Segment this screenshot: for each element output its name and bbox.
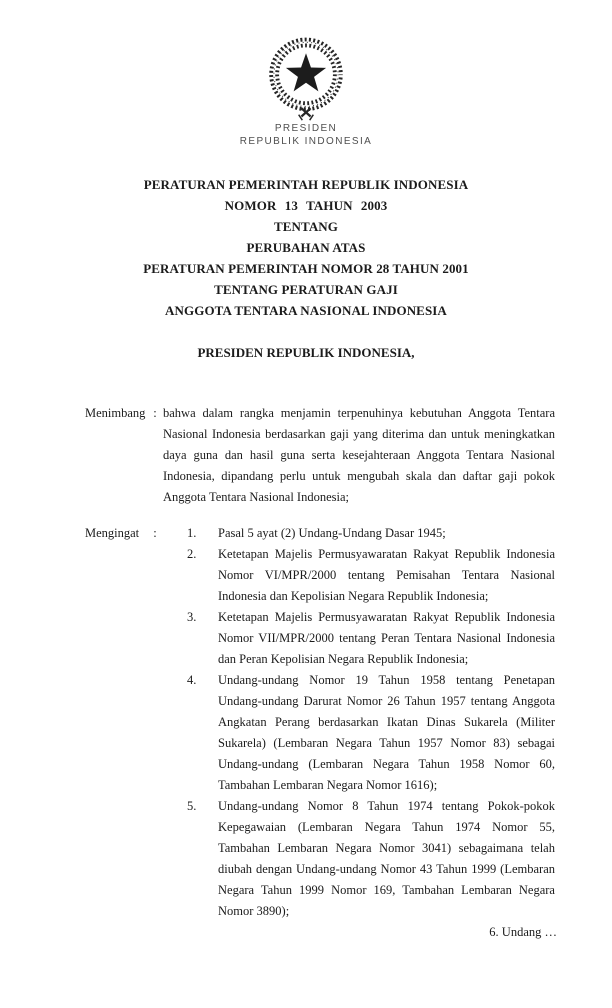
- title-line-4: PERUBAHAN ATAS: [246, 240, 366, 255]
- star-wreath-emblem-icon: [260, 34, 352, 122]
- list-item-number: 3.: [187, 610, 197, 624]
- letterhead-presiden-text: PRESIDEN: [274, 123, 338, 134]
- list-item-number: 4.: [187, 673, 197, 687]
- mengingat-label: Mengingat: [85, 526, 140, 540]
- catchword-next-page: 6. Undang …: [489, 925, 557, 939]
- list-item-text: Ketetapan Majelis Permusyawaratan Rakyat Republik Indonesia Nomor VI/MPR/2000 tentang Pemisahan Tentara Nasional Indonesia dan Kepolisian Negara Republik Indonesia;: [218, 547, 555, 603]
- list-item-number: 1.: [187, 526, 197, 540]
- mengingat-colon: :: [153, 526, 157, 540]
- mengingat-list: [163, 523, 555, 922]
- list-item-text: Ketetapan Majelis Permusyawaratan Rakyat Republik Indonesia Nomor VII/MPR/2000 tentang Peran Tentara Nasional Indonesia dan Peran Kepolisian Negara Republik Indonesia;: [218, 610, 555, 666]
- menimbang-label: Menimbang: [85, 406, 146, 420]
- menimbang-colon: :: [153, 406, 157, 420]
- list-item-number: 5.: [187, 799, 197, 813]
- letterhead: [0, 0, 612, 148]
- list-item-text: Pasal 5 ayat (2) Undang-Undang Dasar 1945;: [218, 526, 446, 540]
- list-item: [163, 544, 555, 607]
- list-item: [163, 670, 555, 796]
- menimbang-paragraph: bahwa dalam rangka menjamin terpenuhinya kebutuhan Anggota Tentara Nasional Indonesia berdasarkan gaji yang diterima dan untuk meningkatkan daya guna dan hasil guna serta kesejahteraan Anggota Tentara Nasional Indonesia, dipandang perlu untuk mengubah skala dan daftar gaji pokok Anggota Tentara Nasional Indonesia;: [163, 406, 555, 504]
- title-line-5: PERATURAN PEMERINTAH NOMOR 28 TAHUN 2001: [143, 261, 469, 276]
- list-item-number: 2.: [187, 547, 197, 561]
- list-item: [163, 796, 555, 922]
- title-line-6: TENTANG PERATURAN GAJI: [214, 282, 398, 297]
- list-item: [163, 607, 555, 670]
- regulation-title: [0, 174, 612, 321]
- section-mengingat: [85, 523, 555, 922]
- preamble-sections: [0, 403, 612, 922]
- title-line-3: TENTANG: [273, 219, 339, 234]
- section-menimbang: [85, 403, 555, 508]
- title-line-1: PERATURAN PEMERINTAH REPUBLIK INDONESIA: [143, 177, 469, 192]
- list-item-text: Undang-undang Nomor 19 Tahun 1958 tentang Penetapan Undang-undang Darurat Nomor 26 Tahun 1957 tentang Anggota Angkatan Perang berdasarkan Ikatan Dinas Sukarela (Militer Sukarela) (Lembaran Negara Tahun 1957 Nomor 83) sebagai Undang-undang (Lembaran Negara Tahun 1958 Nomor 60, Tambahan Lembaran Negara Nomor 1616);: [218, 673, 555, 792]
- title-line-7: ANGGOTA TENTARA NASIONAL INDONESIA: [165, 303, 447, 318]
- list-item: [163, 523, 555, 544]
- salutation-line: PRESIDEN REPUBLIK INDONESIA,: [197, 345, 415, 360]
- letterhead-republik-indonesia-text: REPUBLIK INDONESIA: [239, 136, 373, 147]
- list-item-text: Undang-undang Nomor 8 Tahun 1974 tentang Pokok-pokok Kepegawaian (Lembaran Negara Tahun 1974 Nomor 55, Tambahan Lembaran Negara Nomor 3041) sebagaimana telah diubah dengan Undang-undang Nomor 43 Tahun 1999 (Lembaran Negara Tahun 1999 Nomor 169, Tambahan Lembaran Negara Nomor 3890);: [218, 799, 555, 918]
- title-line-2: NOMOR 13 TAHUN 2003: [224, 198, 388, 213]
